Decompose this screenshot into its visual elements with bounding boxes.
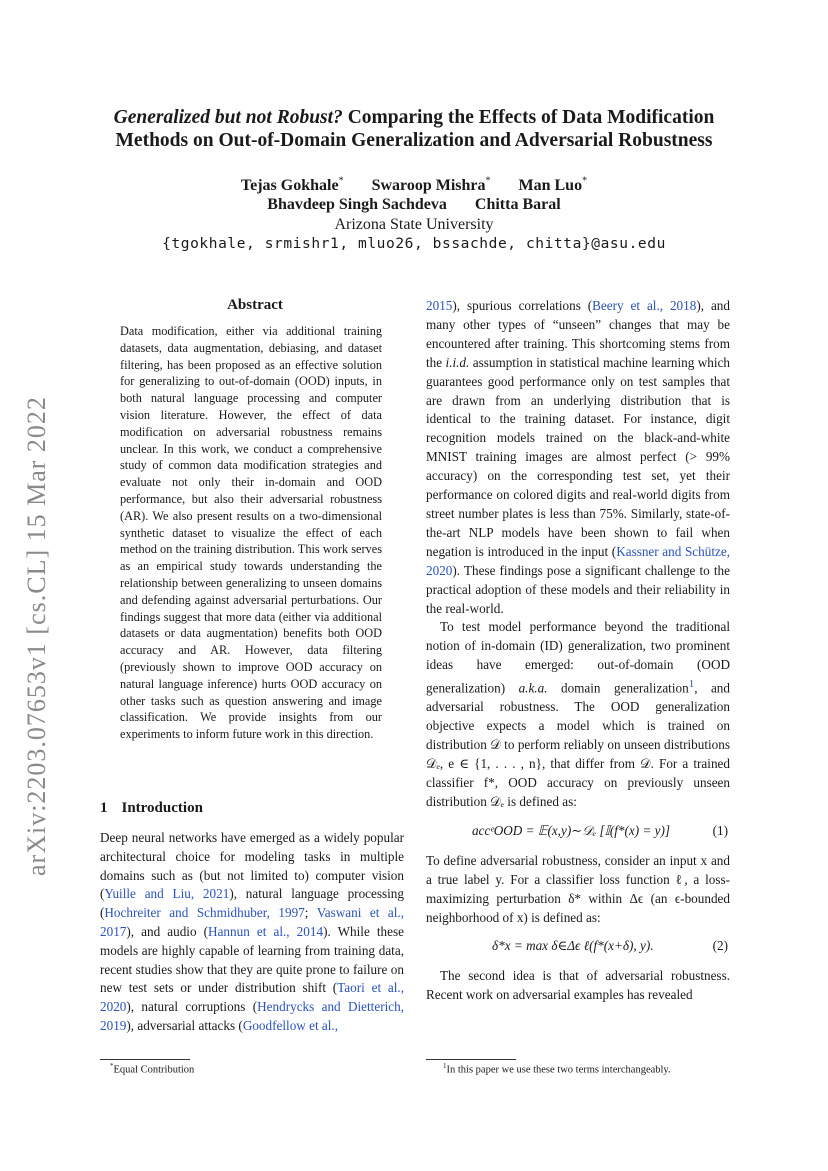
equation-number: (2) — [712, 938, 728, 954]
author-row-1 — [70, 176, 758, 195]
author-name: Man Luo* — [518, 176, 588, 195]
citation-link[interactable]: Beery et al., 2018 — [592, 298, 697, 313]
footnote-marker[interactable]: 1 — [688, 678, 695, 691]
paragraph: To define adversarial robustness, consider an input x and a true label y. For a classifier loss function ℓ, a loss-maximizing perturbation δ* within Δϵ (an ϵ-bounded neighborhood of x) is defined as: — [426, 852, 730, 925]
equation-body: δ*x = max δ∈Δϵ ℓ(f*(x+δ), y). — [492, 938, 654, 954]
abstract-text: Data modification, either via additional training datasets, data augmentation, debiasing, and dataset filtering, has been proposed as an effective solution for generalizing to out-of-domain (OOD) inputs, in both natural language processing and computer vision literature. However, the effect of data modification on adversarial robustness remains unclear. In this work, we conduct a comprehensive study of common data modification strategies and evaluate not only their in-domain and OOD performance, but also their adversarial robustness (AR). We also present results on a two-dimensional synthetic dataset to visualize the effect of each method on the training distribution. This work serves as an empirical study towards understanding the relationship between generalizing to unseen domains and defending against adversarial perturbations. Our findings suggest that more data (either via additional datasets or data augmentation) benefits both OOD accuracy and AR. However, data filtering (previously shown to improve OOD accuracy on natural language inference) hurts OOD accuracy on other tasks such as question answering and image classification. We provide insights from our experiments to inform future work in this direction. — [120, 324, 382, 742]
equation-body: accᵉOOD = 𝔼(x,y)∼𝒟ₑ [𝕀(f*(x) = y)] — [472, 822, 671, 838]
section-number: 1 — [100, 800, 108, 816]
author-name: Swaroop Mishra* — [371, 176, 491, 195]
section-title: Introduction — [121, 800, 203, 816]
author-name: Bhavdeep Singh Sachdeva — [267, 196, 447, 213]
equation-2 — [426, 927, 730, 967]
footnote-equal-contribution: *Equal Contribution — [110, 1062, 195, 1076]
section-heading-introduction — [100, 800, 203, 817]
intro-column-right — [426, 297, 730, 1005]
citation-link[interactable]: Taori et al., 2020 — [100, 980, 404, 1015]
title-italic: Generalized but not Robust? — [113, 107, 343, 128]
citation-link[interactable]: Goodfellow et al., — [242, 1017, 339, 1033]
citation-link[interactable]: Kassner and Schütze, 2020 — [426, 543, 730, 578]
affiliation: Arizona State University — [334, 216, 494, 233]
equation-number: (1) — [712, 822, 728, 838]
abstract-heading: Abstract — [227, 297, 283, 313]
citation-link[interactable]: Vaswani et al., 2017 — [100, 905, 404, 939]
paragraph: The second idea is that of adversarial robustness. Recent work on adversarial examples has revealed — [426, 968, 730, 1003]
title-line2: Methods on Out-of-Domain Generalization and Adversarial Robustness — [115, 130, 713, 151]
intro-column-left — [100, 829, 404, 1036]
footnote-rule — [100, 1059, 190, 1060]
citation-link[interactable]: Hannun et al., 2014 — [208, 923, 324, 939]
paper-title — [70, 106, 758, 152]
paragraph: 2015), spurious correlations (Beery et al., 2018), and many other types of “unseen” changes that may be encountered after training. This shortcoming stems from the i.i.d. assumption in statistical machine learning which guarantees good performance only on test samples that are drawn from an underlying distribution that is identical to the training dataset. For instance, digit recognition models trained on the black-and-white MNIST training images are almost perfect (> 99% accuracy) on the corresponding test set, yet their performance on colored digits and real-world digits from street number plates is less than 75%. Similarly, state-of-the-art NLP models have been shown to fail when negation is introduced in the input (Kassner and Schütze, 2020). These findings pose a significant challenge to the practical adoption of these models and their reliability in the real-world. — [426, 298, 730, 616]
author-emails: {tgokhale, srmishr1, mluo26, bssachde, chitta}@asu.edu — [162, 236, 666, 252]
citation-link[interactable]: 2015 — [426, 298, 453, 313]
title-line1-rest: Comparing the Effects of Data Modification — [342, 107, 715, 128]
arxiv-identifier: arXiv:2203.07653v1 [cs.CL] 15 Mar 2022 — [22, 396, 51, 876]
author-name: Chitta Baral — [474, 196, 561, 213]
equation-1 — [426, 812, 730, 852]
author-name: Tejas Gokhale* — [240, 176, 344, 195]
footnote-1: $^1$In this paper we use these two terms interchangeably. — [443, 1062, 671, 1076]
paragraph: Deep neural networks have emerged as a widely popular architectural choice for modeling tasks in multiple domains such as (but not limited to) computer vision (Yuille and Liu, 2021), natural language processing (Hochreiter and Schmidhuber, 1997; Vaswani et al., 2017), and audio (Hannun et al., 2014). While these models are highly capable of learning from training data, recent studies show that they are quite prone to failure on new test sets or under distribution shift (Taori et al., 2020), natural corruptions (Hendrycks and Dietterich, 2019), adversarial attacks (Goodfellow et al., — [100, 830, 404, 1033]
citation-link[interactable]: Hendrycks and Dietterich, 2019 — [100, 999, 404, 1033]
paragraph: To test model performance beyond the traditional notion of in-domain (ID) generalization, two prominent ideas have emerged: out-of-domain (OOD generalization) a.k.a. domain generalization$^1$, and adversarial robustness. The OOD generalization objective expects a model which is trained on distribution 𝒟 to perform reliably on unseen distributions 𝒟ₑ, e ∈ {1, . . . , n}, that differ from 𝒟. For a trained classifier f*, OOD accuracy on previously unseen distribution 𝒟ₑ is defined as: — [426, 619, 730, 809]
citation-link[interactable]: Yuille and Liu, 2021 — [104, 886, 230, 902]
footnote-rule — [426, 1059, 516, 1060]
citation-link[interactable]: Hochreiter and Schmidhuber, 1997 — [104, 905, 305, 921]
author-row-2 — [70, 196, 758, 214]
